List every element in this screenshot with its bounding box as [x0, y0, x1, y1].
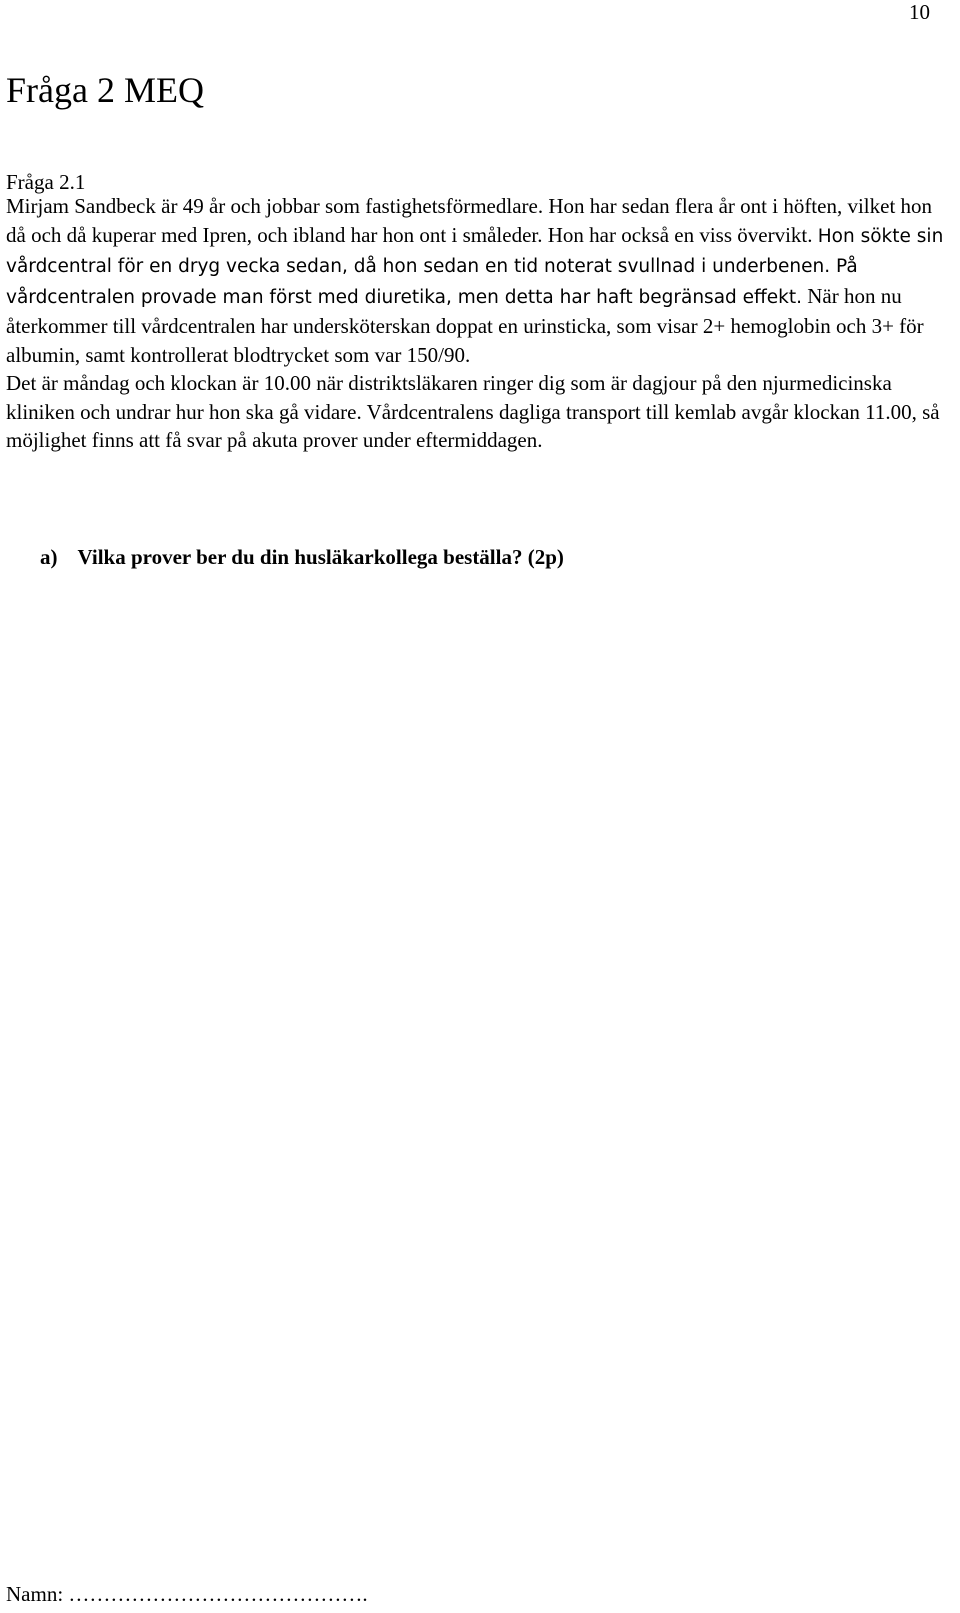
name-line[interactable]: …………………………………….	[68, 1582, 368, 1606]
case-description	[6, 192, 954, 455]
page-number: 10	[909, 0, 930, 24]
case-paragraph-2: Det är måndag och klockan är 10.00 när distriktsläkaren ringer dig som är dagjour på den njurmedicinska kliniken och undrar hur hon ska gå vidare. Vårdcentralens dagliga transport till kemlab avgår klockan 11.00, så möjlighet finns att få svar på akuta prover under eftermiddagen.	[6, 371, 940, 452]
name-label: Namn:	[6, 1582, 64, 1606]
name-field	[6, 1580, 368, 1608]
case-intro: Mirjam Sandbeck är 49 år och jobbar som fastighetsförmedlare. Hon har sedan flera år ont i höften, vilket hon då och då kuperar med Ipren, och ibland har hon ont i småleder. Hon har också en viss övervikt.	[6, 194, 933, 247]
question-number: Fråga 2.1	[6, 170, 86, 194]
question-text: Vilka prover ber du din husläkarkollega beställa? (2p)	[77, 545, 564, 569]
case-symptoms: Hon sökte sin vårdcentral för en dryg vecka sedan, då hon sedan en tid noterat svullnad i underbenen. På vårdcentralen provade man först med diuretika, men detta har haft begränsad effekt.	[6, 225, 944, 308]
answer-area[interactable]	[6, 600, 954, 1550]
question-a	[40, 543, 564, 571]
case-findings: När hon nu återkommer till vårdcentralen har undersköterskan doppat en urinsticka, som visar 2+ hemoglobin och 3+ för albumin, samt kontrollerat blodtrycket som var 150/90.	[6, 283, 924, 367]
question-label: a)	[40, 545, 58, 569]
case-paragraph-1	[6, 192, 954, 369]
document-title: Fråga 2 MEQ	[6, 70, 204, 110]
